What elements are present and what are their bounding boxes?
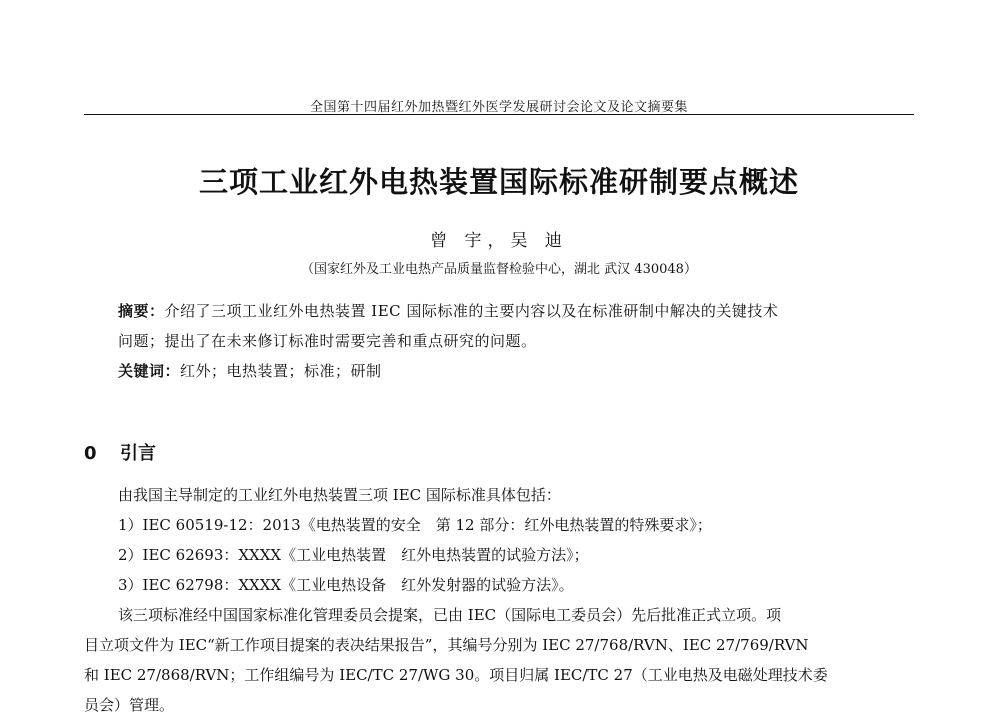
authors: 曾 宇，吴 迪 — [430, 231, 568, 251]
body-paragraph-2-line-4: 员会）管理。 — [84, 696, 175, 714]
affiliation: （国家红外及工业电热产品质量监督检验中心，湖北 武汉 430048） — [301, 262, 697, 277]
list-item-3: 3）IEC 62798：XXXX《工业电热设备 红外发射器的试验方法》。 — [118, 576, 574, 594]
body-paragraph-2-line-3: 和 IEC 27/868/RVN；工作组编号为 IEC/TC 27/WG 30。项目归属 IEC/TC 27（工业电热及电磁处理技术委 — [84, 666, 828, 684]
body-paragraph-2-line-2: 目立项文件为 IEC“新工作项目提案的表决结果报告”，其编号分别为 IEC 27/768/RVN、IEC 27/769/RVN — [84, 636, 809, 654]
section-heading — [84, 439, 156, 465]
list-item-2: 2）IEC 62693：XXXX《工业电热装置 红外电热装置的试验方法》； — [118, 546, 589, 564]
abstract-block — [118, 296, 888, 386]
body-text — [84, 480, 914, 720]
keywords-line — [118, 356, 888, 386]
header-rule — [84, 114, 914, 115]
abstract-label: 摘要： — [118, 302, 165, 320]
body-paragraph-1: 由我国主导制定的工业红外电热装置三项 IEC 国际标准具体包括： — [118, 486, 561, 504]
keywords-text: 红外；电热装置；标准；研制 — [180, 362, 382, 380]
paper-title: 三项工业红外电热装置国际标准研制要点概述 — [198, 165, 799, 199]
body-paragraph-2-line-1: 该三项标准经中国国家标准化管理委员会提案，已由 IEC（国际电工委员会）先后批准正式立项。项 — [118, 606, 782, 624]
running-header: 全国第十四届红外加热暨红外医学发展研讨会论文及论文摘要集 — [309, 100, 688, 115]
section-number: 0 — [84, 443, 97, 464]
abstract-line-1 — [118, 296, 888, 326]
abstract-text-1: 介绍了三项工业红外电热装置 IEC 国际标准的主要内容以及在标准研制中解决的关键技术 — [164, 302, 779, 320]
list-item-1: 1）IEC 60519-12：2013《电热装置的安全 第 12 部分：红外电热装置的特殊要求》； — [118, 516, 712, 534]
abstract-line-2: 问题；提出了在未来修订标准时需要完善和重点研究的问题。 — [118, 332, 537, 350]
section-title: 引言 — [120, 443, 156, 464]
keywords-label: 关键词： — [118, 362, 181, 380]
